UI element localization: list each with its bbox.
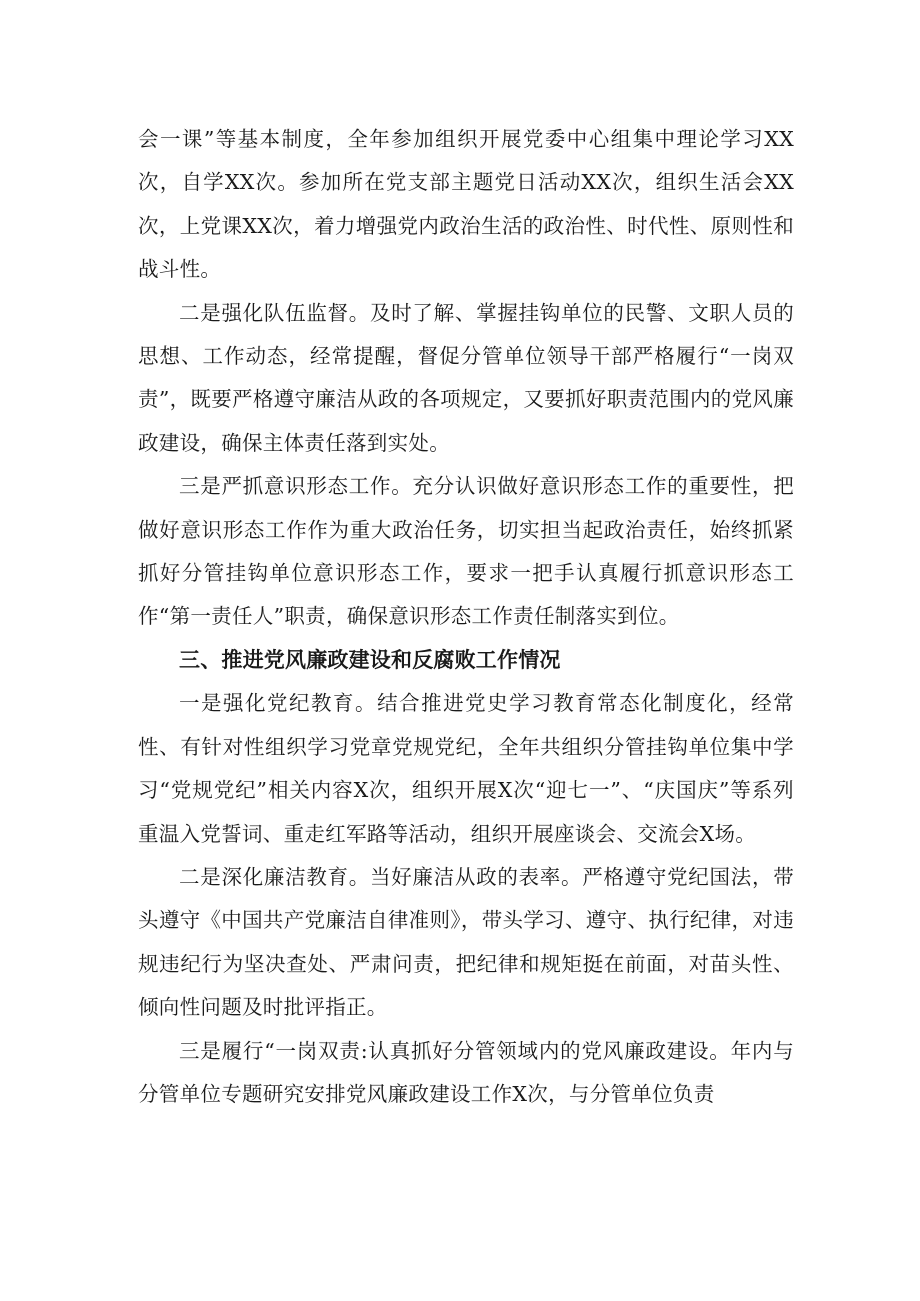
paragraph-dual-responsibility: 三是履行“一岗双责:认真抓好分管领域内的党风廉政建设。年内与分管单位专题研究安排党风廉政建设工作X次，与分管单位负责 — [138, 1038, 794, 1106]
paragraph-party-discipline-education: 一是强化党纪教育。结合推进党史学习教育常态化制度化，经常性、有针对性组织学习党章党规党纪，全年共组织分管挂钩单位集中学习“党规党纪”相关内容X次，组织开展X次“迎七一”、“庆国庆”等系列重温入党誓词、重走红军路等活动，组织开展座谈会、交流会X场。 — [138, 691, 794, 846]
section-heading: 三、推进党风廉政建设和反腐败工作情况 — [179, 647, 561, 672]
paragraph-integrity-education: 二是深化廉洁教育。当好廉洁从政的表率。严格遵守党纪国法，带头遵守《中国共产党廉洁自律准则》，带头学习、遵守、执行纪律，对违规违纪行为坚决查处、严肃问责，把纪律和规矩挺在前面，对苗头性、倾向性问题及时批评指正。 — [138, 864, 794, 1020]
paragraph-ideology-work: 三是严抓意识形态工作。充分认识做好意识形态工作的重要性，把做好意识形态工作作为重大政治任务，切实担当起政治责任，始终抓紧抓好分管挂钩单位意识形态工作，要求一把手认真履行抓意识形态工作“第一责任人”职责，确保意识形态工作责任制落实到位。 — [138, 474, 794, 629]
paragraph-continuation: 会一课”等基本制度，全年参加组织开展党委中心组集中理论学习XX次，自学XX次。参加所在党支部主题党日活动XX次，组织生活会XX次，上党课XX次，着力增强党内政治生活的政治性、时代性、原则性和战斗性。 — [138, 127, 794, 282]
paragraph-team-supervision: 二是强化队伍监督。及时了解、掌握挂钩单位的民警、文职人员的思想、工作动态，经常提醒，督促分管单位领导干部严格履行“一岗双责”，既要严格遵守廉洁从政的各项规定，又要抓好职责范围内的党风廉政建设，确保主体责任落到实处。 — [138, 300, 794, 455]
document-body — [138, 118, 794, 1116]
